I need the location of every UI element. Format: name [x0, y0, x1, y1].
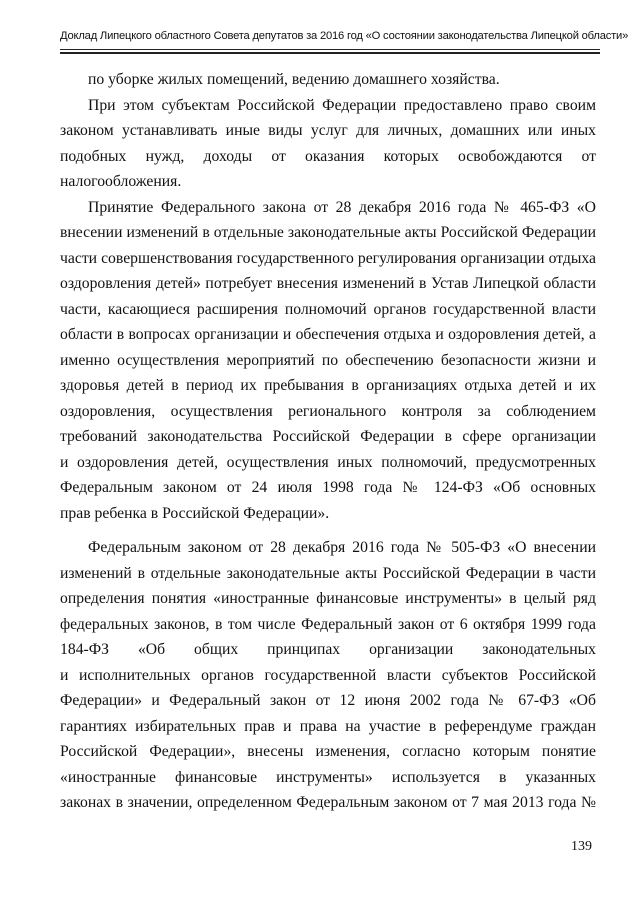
text-line: Принятие Федерального закона от 28 декабря 2016 года № 465-ФЗ «О	[88, 198, 596, 216]
text-line: области в вопросах организации и обеспечения отдыха и оздоровления детей, а	[60, 326, 596, 343]
text-line: изменений в отдельные законодательные акты Российской Федерации в части	[60, 564, 596, 582]
text-line: налогообложения.	[60, 173, 182, 190]
text-line: подобных нужд, доходы от оказания которых освобождаются от	[60, 147, 596, 165]
text-line: внесении изменений в отдельные законодательные акты Российской Федерации	[60, 224, 596, 241]
page-number: 139	[571, 839, 592, 854]
text-line: прав ребенка в Российской Федерации».	[60, 504, 330, 522]
running-header: Доклад Липецкого областного Совета депутатов за 2016 год «О состоянии законодательства Липецкой области»	[60, 30, 629, 42]
text-line: и оздоровления детей, осуществления иных полномочий, предусмотренных	[60, 453, 596, 471]
text-line: части совершенствования государственного регулирования организации отдыха	[60, 249, 596, 267]
text-line: федеральных законов, в том числе Федеральный закон от 6 октября 1999 года	[60, 615, 596, 633]
text-line: оздоровления, осуществления регионального контроля за соблюдением	[60, 402, 596, 420]
text-line: Федерации» и Федеральный закон от 12 июня 2002 года № 67-ФЗ «Об	[60, 692, 596, 709]
text-line: «иностранные финансовые инструменты» используется в указанных	[60, 768, 596, 786]
text-line: законах в значении, определенном Федеральным законом от 7 мая 2013 года №	[60, 794, 596, 811]
text-line: по уборке жилых помещений, ведению домашнего хозяйства.	[88, 71, 500, 88]
text-line: требований законодательства Российской Федерации в сфере организации	[60, 428, 596, 445]
text-line: именно осуществления мероприятий по обеспечению безопасности жизни и	[60, 351, 596, 369]
text-line: оздоровления детей» потребует внесения изменений в Устав Липецкой области	[60, 275, 596, 292]
text-line: 184-ФЗ «Об общих принципах организации законодательных	[60, 641, 596, 658]
text-line: Федеральным законом от 28 декабря 2016 года № 505-ФЗ «О внесении	[88, 539, 596, 556]
text-line: законом устанавливать иные виды услуг для личных, домашних или иных	[60, 122, 596, 139]
body-text	[60, 67, 596, 816]
text-line: и исполнительных органов государственной власти субъектов Российской	[60, 666, 596, 684]
text-line: При этом субъектам Российской Федерации предоставлено право своим	[88, 96, 596, 114]
text-line: здоровья детей в период их пребывания в организациях отдыха детей и их	[60, 377, 596, 394]
text-line: части, касающиеся расширения полномочий органов государственной власти	[60, 300, 596, 318]
text-line: гарантиях избирательных прав и права на участие в референдуме граждан	[60, 717, 596, 735]
text-line: Российской Федерации», внесены изменения, согласно которым понятие	[60, 743, 596, 760]
header-rule-thick	[60, 52, 600, 54]
header-rule-thin	[60, 49, 600, 50]
paragraph-gap	[88, 526, 596, 535]
text-line: Федеральным законом от 24 июля 1998 года № 124-ФЗ «Об основных	[60, 479, 596, 496]
text-line: определения понятия «иностранные финансовые инструменты» в целый ряд	[60, 590, 596, 607]
